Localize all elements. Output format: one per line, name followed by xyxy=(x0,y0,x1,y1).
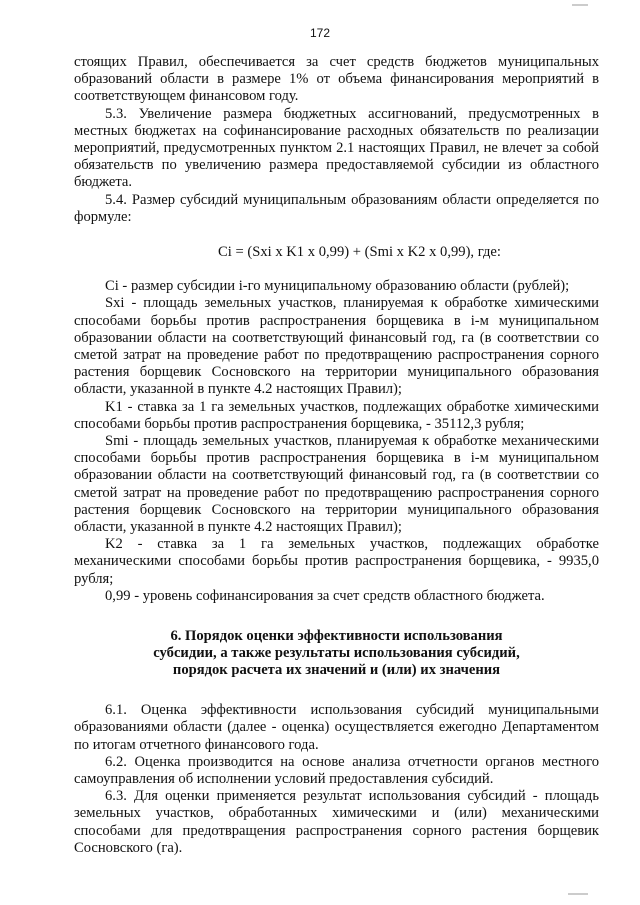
definition-k1: K1 - ставка за 1 га земельных участков, подлежащих обработке химическими способами борьбы против распространения борщевика, - 35112,3 рубля; xyxy=(74,398,599,432)
formula: Ci = (Sxi x K1 x 0,99) + (Smi x K2 x 0,99), где: xyxy=(218,244,501,261)
heading-line: порядок расчета их значений и (или) их значения xyxy=(172,662,501,679)
definition-smi: Smi - площадь земельных участков, планируемая к обработке механическими способами борьбы против распространения борщевика в i-м муниципальном образовании области на соответствующий финансовый год, га (в соответствии со сметой затрат на проведение работ по предотвращению распространения сорного растения борщевик Сосновского на территории муниципального образования области, указанной в пункте 4.2 настоящих Правил); xyxy=(74,433,599,536)
paragraph-5-4: 5.4. Размер субсидий муниципальным образованиям области определяется по формуле: xyxy=(74,191,599,225)
definition-cofinancing: 0,99 - уровень софинансирования за счет средств областного бюджета. xyxy=(105,587,545,604)
paragraph-5-3: 5.3. Увеличение размера бюджетных ассигнований, предусмотренных в местных бюджетах на софинансирование расходных обязательств по реализации мероприятий, предусмотренных пунктом 2.1 настоящих Правил, не влечет за собой обязательств по увеличению размера предоставляемой субсидии из областного бюджета. xyxy=(74,105,599,191)
paragraph-6-1: 6.1. Оценка эффективности использования субсидий муниципальными образованиями области (далее - оценка) осуществляется ежегодно Департаментом по итогам отчетного финансового года. xyxy=(74,702,599,753)
paragraph-6-3: 6.3. Для оценки применяется результат использования субсидий - площадь земельных участков, обработанных химическими и (или) механическими способами для предотвращения распространения сорного растения борщевик Сосновского (га). xyxy=(74,788,599,856)
heading-line: субсидии, а также результаты использования субсидий, xyxy=(153,645,520,662)
page-number: 172 xyxy=(309,26,331,40)
paragraph-6-2: 6.2. Оценка производится на основе анализа отчетности органов местного самоуправления об исполнении условий предоставления субсидий. xyxy=(74,753,599,787)
scan-mark xyxy=(572,4,588,6)
definition-sxi: Sxi - площадь земельных участков, планируемая к обработке химическими способами борьбы против распространения борщевика в i-м муниципальном образовании области на соответствующий финансовый год, га (в соответствии со сметой затрат на проведение работ по предотвращению распространения сорного растения борщевик Сосновского на территории муниципального образования области, указанной в пункте 4.2 настоящих Правил); xyxy=(74,295,599,398)
section-6-heading xyxy=(74,628,599,679)
scan-mark xyxy=(568,893,588,895)
definition-ci: Ci - размер субсидии i-го муниципальному образованию области (рублей); xyxy=(105,278,570,295)
document-body xyxy=(74,54,599,857)
heading-line: 6. Порядок оценки эффективности использования xyxy=(170,628,503,645)
definition-k2: K2 - ставка за 1 га земельных участков, подлежащих обработке механическими способами борьбы против распространения борщевика, - 9935,0 рубля; xyxy=(74,536,599,587)
paragraph-continuation: стоящих Правил, обеспечивается за счет средств бюджетов муниципальных образований области в размере 1% от объема финансирования мероприятий в соответствующем финансовом году. xyxy=(74,54,599,105)
